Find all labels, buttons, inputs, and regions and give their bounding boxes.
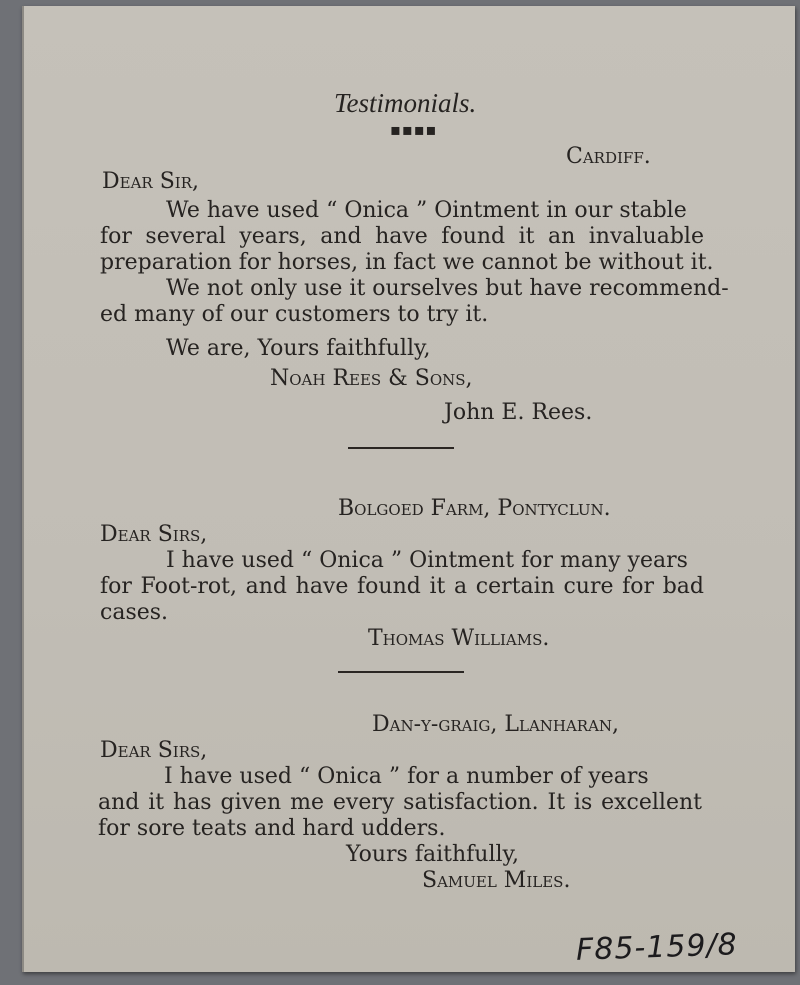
- divider-1: [348, 447, 454, 449]
- letter-1-line-2: for several years, and have found it an invaluable: [100, 224, 704, 249]
- archive-reference-mark: F85-159/8: [575, 927, 739, 968]
- letter-3-signature: Samuel Miles.: [422, 868, 571, 893]
- letter-3-place: Dan-y-graig, Llanharan,: [372, 712, 620, 737]
- page-title: Testimonials.: [334, 88, 477, 118]
- letter-3-line-3: for sore teats and hard udders.: [98, 816, 446, 841]
- document-page: [22, 6, 795, 972]
- letter-1-signature-name: John E. Rees.: [444, 400, 593, 425]
- divider-2: [338, 671, 464, 673]
- letter-2-signature: Thomas Williams.: [368, 626, 550, 651]
- letter-1-place: Cardiff.: [566, 144, 651, 169]
- letter-3-closing: Yours faithfully,: [346, 842, 520, 867]
- letter-2-line-2: for Foot-rot, and have found it a certain cure for bad: [100, 574, 704, 599]
- letter-1-signature: Noah Rees & Sons,: [270, 366, 473, 391]
- letter-3-line-2: and it has given me every satisfaction. It is excellent: [98, 790, 702, 815]
- letter-2-salutation: Dear Sirs,: [100, 522, 208, 547]
- letter-2-line-3: cases.: [100, 600, 169, 625]
- letter-1-line-1: We have used “ Onica ” Ointment in our stable: [166, 198, 687, 223]
- letter-1-closing: We are, Yours faithfully,: [166, 336, 431, 361]
- letter-1-salutation: Dear Sir,: [102, 169, 199, 194]
- letter-3-line-1: I have used “ Onica ” for a number of years: [164, 764, 649, 789]
- title-ornament: ▪▪▪▪: [390, 120, 438, 139]
- letter-1-line-4: We not only use it ourselves but have recommend-: [166, 276, 729, 301]
- letter-1-line-3: preparation for horses, in fact we cannot be without it.: [100, 250, 714, 275]
- letter-2-place: Bolgoed Farm, Pontyclun.: [338, 496, 611, 521]
- letter-2-line-1: I have used “ Onica ” Ointment for many years: [166, 548, 688, 573]
- letter-3-salutation: Dear Sirs,: [100, 738, 208, 763]
- letter-1-line-5: ed many of our customers to try it.: [100, 302, 489, 327]
